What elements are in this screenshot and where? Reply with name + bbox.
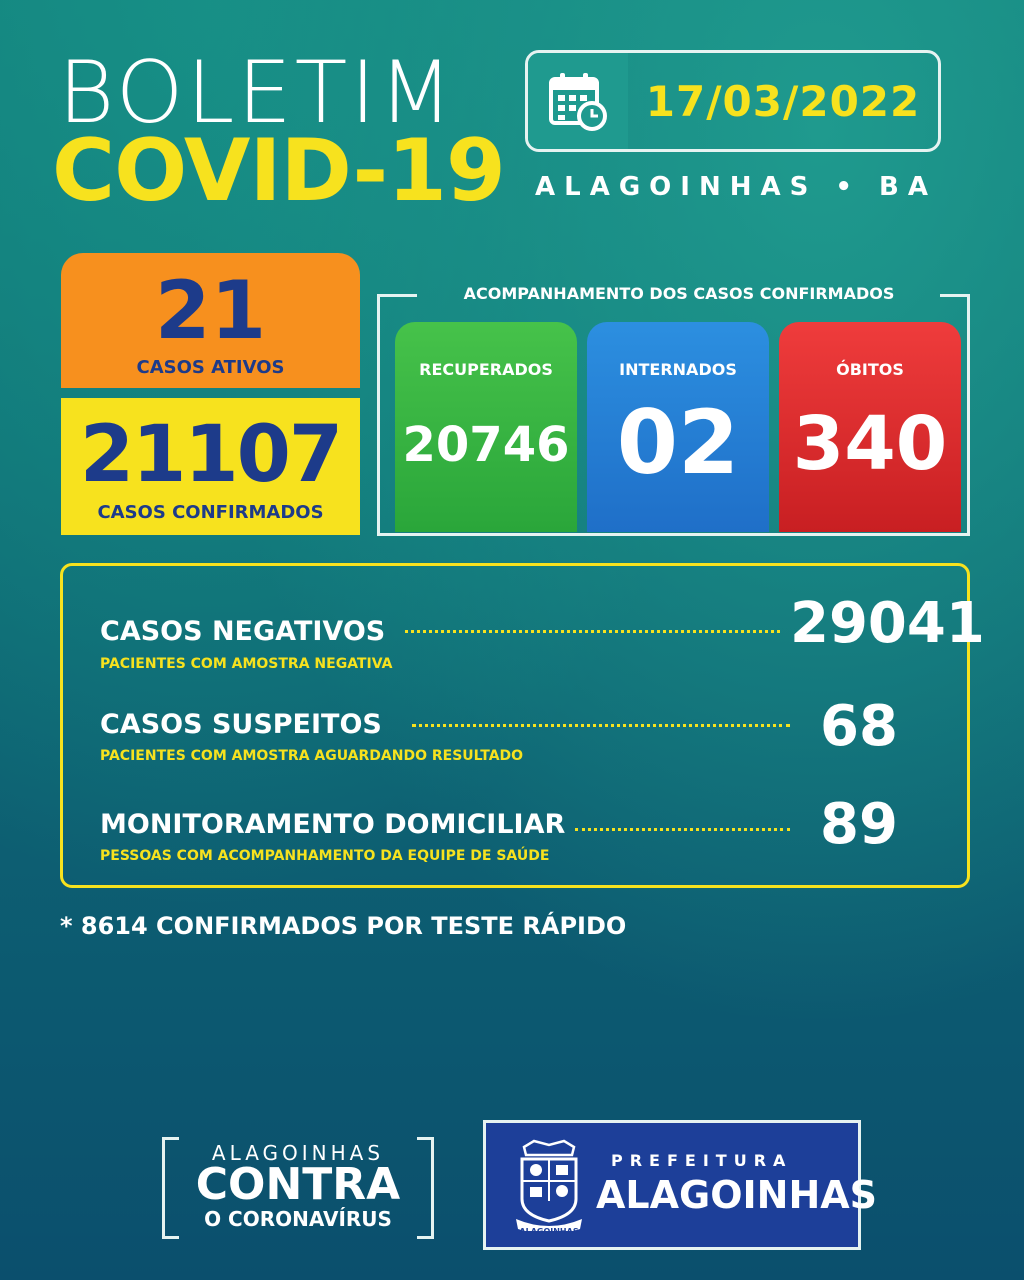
home-monitoring-title: MONITORAMENTO DOMICILIAR [100,809,566,840]
city-seal-icon [514,1139,584,1231]
home-monitoring-subtitle: PESSOAS COM ACOMPANHAMENTO DA EQUIPE DE SAÚDE [100,848,550,864]
rapid-test-footnote: * 8614 CONFIRMADOS POR TESTE RÁPIDO [60,912,627,940]
tracking-frame-top-right [940,294,970,297]
hospitalized-label: INTERNADOS [619,360,737,379]
active-cases-label: CASOS ATIVOS [136,357,285,378]
campaign-logo-line2: CONTRA [195,1159,401,1210]
suspect-cases-value: 68 [820,694,898,759]
confirmed-cases-card [61,398,360,535]
hospitalized-card [587,322,769,532]
suspect-cases-subtitle: PACIENTES COM AMOSTRA AGUARDANDO RESULTADO [100,748,524,764]
suspect-cases-title: CASOS SUSPEITOS [100,709,382,740]
hospitalized-value: 02 [616,391,740,494]
suspect-cases-leader [412,724,790,727]
calendar-clock-icon [528,53,628,149]
home-monitoring-leader [575,828,790,831]
tracking-frame-top-left [377,294,417,297]
title-covid: COVID-19 [52,121,505,221]
confirmed-cases-value: 21107 [79,410,342,500]
deaths-label: ÓBITOS [836,360,904,379]
city-hall-line1: PREFEITURA [611,1151,793,1170]
campaign-logo [162,1137,434,1237]
active-cases-value: 21 [154,264,267,357]
confirmed-cases-label: CASOS CONFIRMADOS [97,502,324,523]
campaign-logo-line1: ALAGOINHAS [211,1141,385,1165]
deaths-card [779,322,961,532]
city-hall-logo [483,1120,878,1250]
deaths-value: 340 [792,401,948,487]
tracking-title: ACOMPANHAMENTO DOS CASOS CONFIRMADOS [463,284,895,303]
negative-cases-subtitle: PACIENTES COM AMOSTRA NEGATIVA [100,656,393,672]
location-label: ALAGOINHAS • BA [535,172,937,202]
recovered-label: RECUPERADOS [419,360,553,379]
home-monitoring-value: 89 [820,792,898,857]
recovered-value: 20746 [402,417,570,473]
negative-cases-title: CASOS NEGATIVOS [100,616,386,647]
city-seal-banner-text: ALAGOINHAS [519,1227,579,1236]
campaign-logo-line3: O CORONAVÍRUS [204,1207,392,1231]
active-cases-card [61,253,360,388]
city-hall-line2: ALAGOINHAS [596,1173,878,1217]
recovered-card [395,322,577,532]
negative-cases-leader [405,630,780,633]
title-boletim: BOLETIM [58,43,456,143]
date-box [525,50,941,152]
bulletin-date: 17/03/2022 [645,76,921,126]
negative-cases-value: 29041 [790,591,985,656]
